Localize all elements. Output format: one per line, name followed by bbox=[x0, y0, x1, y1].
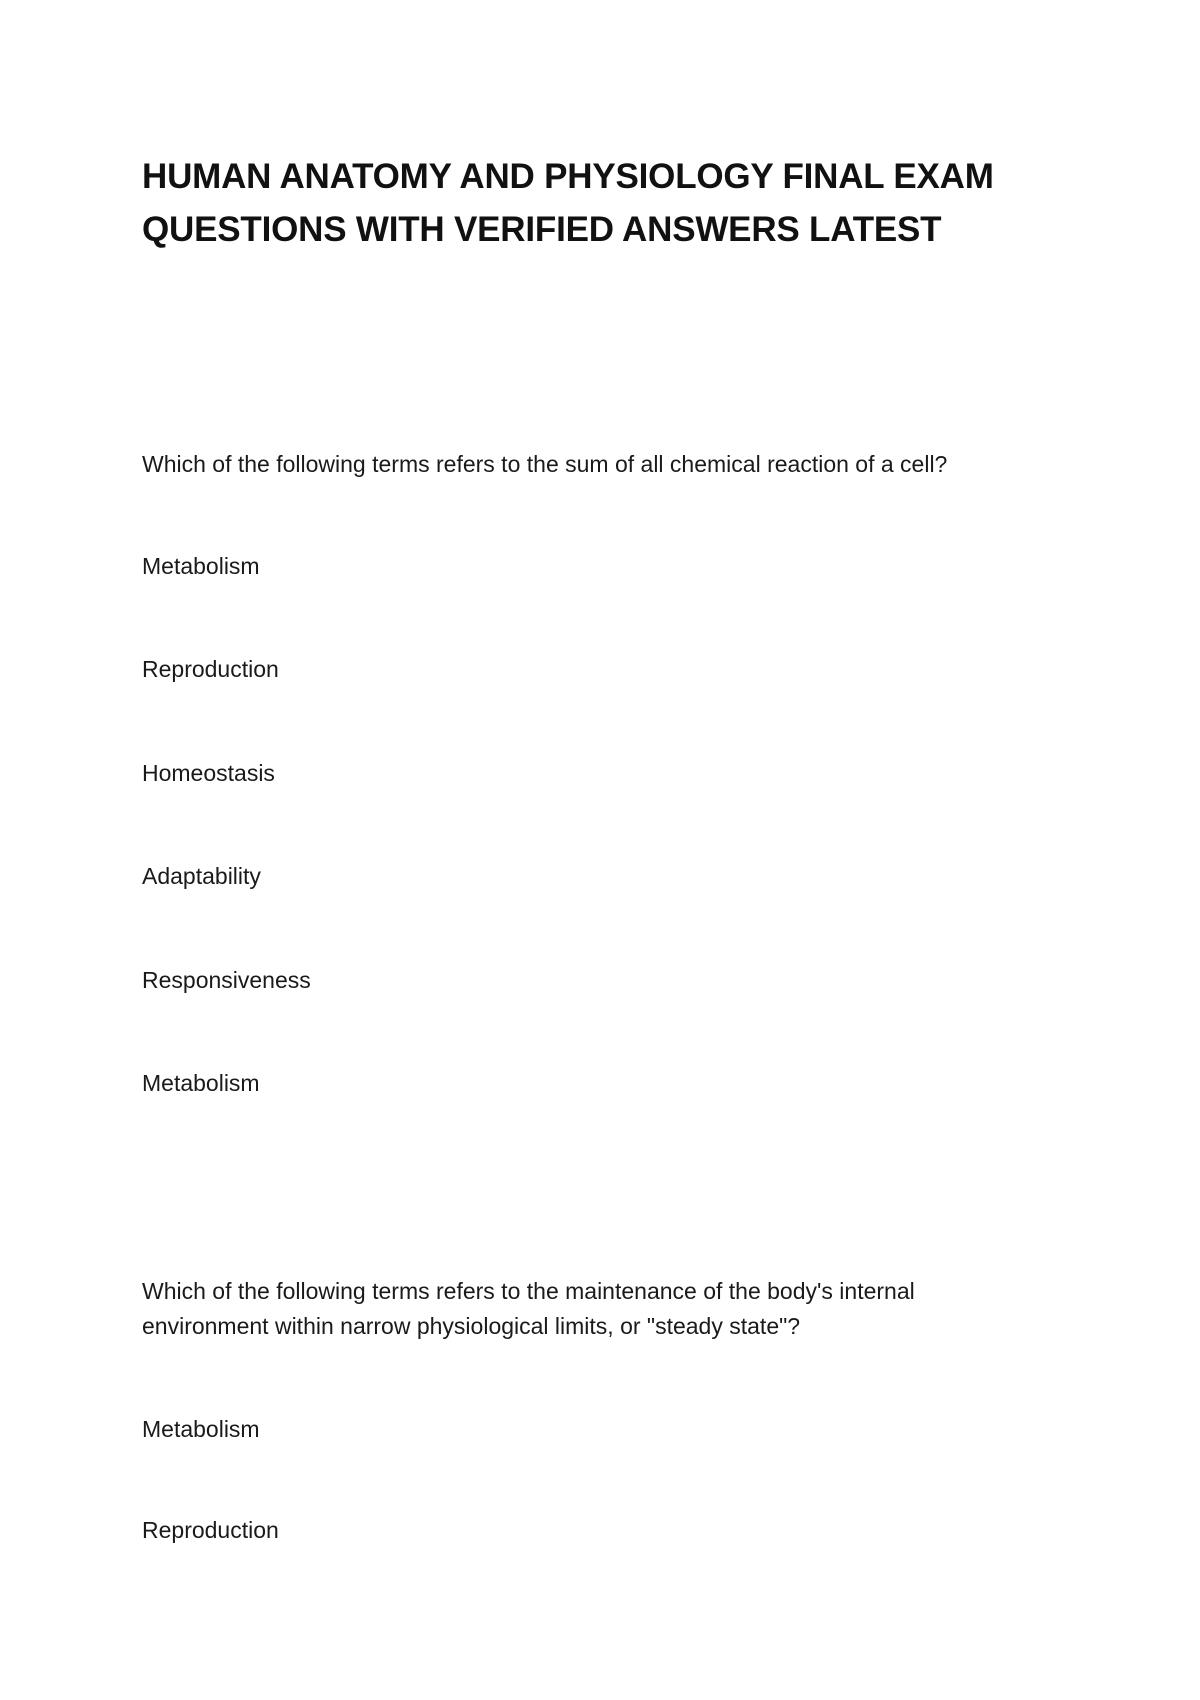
question-1-option-5: Responsiveness bbox=[142, 967, 311, 993]
question-1-text bbox=[142, 447, 947, 482]
question-1-option-3: Homeostasis bbox=[142, 760, 275, 786]
question-2-option-1: Metabolism bbox=[142, 1416, 260, 1442]
title-line-1: HUMAN ANATOMY AND PHYSIOLOGY FINAL EXAM bbox=[142, 157, 994, 196]
question-1-answer: Metabolism bbox=[142, 1070, 260, 1096]
question-1-option-2: Reproduction bbox=[142, 656, 279, 682]
question-1-option-4: Adaptability bbox=[142, 863, 261, 889]
title-line-2: QUESTIONS WITH VERIFIED ANSWERS LATEST bbox=[142, 210, 942, 249]
question-2-option-2: Reproduction bbox=[142, 1517, 279, 1543]
question-2-line-1: Which of the following terms refers to the maintenance of the body's internal bbox=[142, 1278, 915, 1304]
document-title bbox=[142, 150, 1072, 256]
question-2-text bbox=[142, 1274, 915, 1344]
question-2-line-2: environment within narrow physiological limits, or "steady state"? bbox=[142, 1313, 801, 1339]
question-1-option-1: Metabolism bbox=[142, 553, 260, 579]
question-1-line-1: Which of the following terms refers to the sum of all chemical reaction of a cell? bbox=[142, 451, 948, 477]
